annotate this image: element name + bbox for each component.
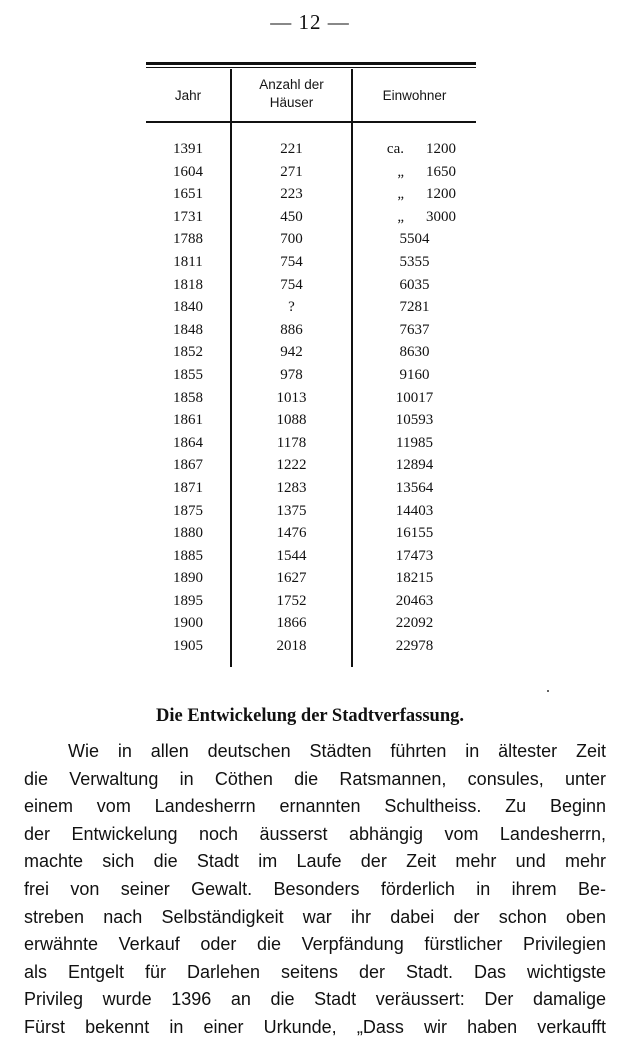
cell-houses: 1013	[276, 389, 307, 406]
cell-inhabitants: 8630	[399, 344, 430, 361]
paragraph-line: die Verwaltung in Cöthen die Ratsmannen, consules, unter	[24, 768, 606, 789]
cell-houses: 1088	[276, 412, 307, 429]
cell-houses: 1178	[276, 434, 307, 451]
table-row	[146, 161, 476, 184]
cell-houses: 1283	[276, 479, 307, 496]
cell-year: 1818	[173, 276, 203, 293]
cell-year: 1880	[173, 525, 203, 542]
header-houses-line2: Häuser	[269, 95, 314, 110]
table-top-rule	[146, 62, 476, 65]
cell-inhabitants: 7637	[399, 321, 430, 338]
cell-inhabitants: 1650	[426, 163, 456, 180]
cell-inhabitants: 17473	[395, 547, 434, 564]
cell-inhabitants: 10593	[395, 412, 434, 429]
cell-inhabitants: 6035	[399, 276, 430, 293]
table-row	[146, 567, 476, 590]
header-inhabitants: Einwohner	[382, 88, 447, 103]
cell-houses: 978	[280, 366, 303, 383]
cell-inhabitants: 1200	[426, 186, 456, 203]
cell-year: 1900	[173, 615, 203, 632]
cell-inhabitants: 7281	[399, 299, 430, 316]
paragraph-line: einem vom Landesherrn ernannten Schultheiss. Zu Beginn	[24, 796, 606, 817]
cell-inhabitants: 5355	[399, 253, 430, 270]
cell-year: 1604	[173, 163, 203, 180]
cell-houses: 1866	[276, 615, 307, 632]
section-paragraph	[24, 738, 606, 1042]
cell-year: 1651	[173, 186, 203, 203]
table-row	[146, 477, 476, 500]
cell-inhabitants: 12894	[395, 457, 434, 474]
cell-houses: 942	[280, 344, 303, 361]
cell-year: 1875	[173, 502, 203, 519]
header-year: Jahr	[174, 88, 202, 103]
table-row	[146, 251, 476, 274]
cell-inhabitants: 22978	[395, 638, 434, 655]
cell-inhabitants: 13564	[395, 479, 434, 496]
population-table	[146, 60, 476, 670]
paragraph-line: der Entwickelung noch äusserst abhängig vom Landesherrn,	[24, 823, 606, 844]
cell-inhabitants: 9160	[399, 366, 430, 383]
table-row	[146, 432, 476, 455]
paragraph-line: erwähnte Verkauf oder die Verpfändung fürstlicher Privilegien	[24, 934, 606, 955]
cell-houses: 1222	[276, 457, 307, 474]
table-row	[146, 387, 476, 410]
cell-year: 1391	[173, 141, 203, 157]
cell-houses: 1476	[276, 525, 307, 542]
cell-houses: 700	[280, 231, 303, 248]
table-body	[146, 138, 476, 658]
page-number: — 12 —	[270, 10, 350, 34]
cell-houses: 886	[280, 321, 303, 338]
table-row	[146, 364, 476, 387]
cell-houses: 1752	[276, 592, 307, 609]
cell-year: 1731	[173, 208, 203, 225]
table-row	[146, 206, 476, 229]
cell-houses: 450	[280, 208, 303, 225]
cell-inhabitants: 5504	[399, 231, 430, 248]
cell-inhabitants-prefix: ca.	[386, 141, 404, 157]
paragraph-line: als Entgelt für Darlehen seitens der Stadt. Das wichtigste	[24, 961, 606, 982]
cell-year: 1905	[173, 638, 203, 655]
cell-year: 1811	[173, 253, 203, 270]
section-heading: Die Entwickelung der Stadtverfassung.	[155, 706, 464, 726]
cell-inhabitants-prefix: „	[397, 186, 404, 203]
cell-year: 1895	[173, 592, 203, 609]
cell-year: 1864	[173, 434, 203, 451]
cell-year: 1788	[173, 231, 203, 248]
cell-year: 1858	[173, 389, 203, 406]
cell-year: 1855	[173, 366, 203, 383]
cell-houses: 271	[280, 163, 303, 180]
cell-inhabitants: 18215	[395, 570, 434, 587]
paragraph-line: Wie in allen deutschen Städten führten in ältester Zeit	[68, 741, 606, 761]
paragraph-line: streben nach Selbständigkeit war ihr dabei der schon oben	[24, 906, 606, 927]
cell-houses: 1627	[276, 570, 307, 587]
cell-houses: 221	[280, 141, 303, 157]
table-row	[146, 500, 476, 523]
cell-inhabitants: 10017	[395, 389, 434, 406]
cell-houses: ?	[288, 299, 295, 316]
paragraph-line: frei von seiner Gewalt. Besonders förderlich in ihrem Be-	[24, 878, 606, 899]
table-row	[146, 274, 476, 297]
table-top-rule-thin	[146, 67, 476, 68]
cell-year: 1871	[173, 479, 203, 496]
print-speck	[547, 690, 549, 692]
table-row	[146, 228, 476, 251]
table-row	[146, 409, 476, 432]
cell-year: 1848	[173, 321, 203, 338]
cell-inhabitants: 11985	[396, 434, 433, 451]
header-houses	[232, 76, 351, 112]
header-houses-line1: Anzahl der	[259, 77, 324, 92]
cell-inhabitants-prefix: „	[397, 208, 404, 225]
table-row	[146, 545, 476, 568]
paragraph-line: Fürst bekennt in einer Urkunde, „Dass wir haben verkaufft	[24, 1016, 606, 1037]
table-row	[146, 296, 476, 319]
cell-year: 1852	[173, 344, 203, 361]
cell-inhabitants: 22092	[395, 615, 434, 632]
table-row	[146, 635, 476, 658]
table-row	[146, 183, 476, 206]
cell-houses: 223	[280, 186, 303, 203]
table-row	[146, 590, 476, 613]
cell-year: 1861	[173, 412, 203, 429]
table-row	[146, 319, 476, 342]
paragraph-line: Privileg wurde 1396 an die Stadt veräussert: Der damalige	[24, 989, 606, 1010]
cell-inhabitants: 1200	[426, 141, 456, 157]
paragraph-line: machte sich die Stadt im Laufe der Zeit mehr und mehr	[24, 851, 606, 872]
cell-houses: 1544	[276, 547, 307, 564]
table-row	[146, 341, 476, 364]
cell-inhabitants: 16155	[395, 525, 434, 542]
cell-year: 1885	[173, 547, 203, 564]
table-row	[146, 138, 476, 161]
cell-inhabitants: 14403	[395, 502, 434, 519]
cell-year: 1840	[173, 299, 203, 316]
cell-inhabitants: 20463	[395, 592, 434, 609]
table-header-rule	[146, 121, 476, 123]
cell-inhabitants: 3000	[426, 208, 456, 225]
cell-houses: 754	[280, 276, 303, 293]
cell-houses: 1375	[276, 502, 307, 519]
table-row	[146, 612, 476, 635]
cell-year: 1890	[173, 570, 203, 587]
cell-houses: 2018	[276, 638, 307, 655]
cell-year: 1867	[173, 457, 203, 474]
cell-inhabitants-prefix: „	[397, 163, 404, 180]
table-row	[146, 454, 476, 477]
table-row	[146, 522, 476, 545]
cell-houses: 754	[280, 253, 303, 270]
